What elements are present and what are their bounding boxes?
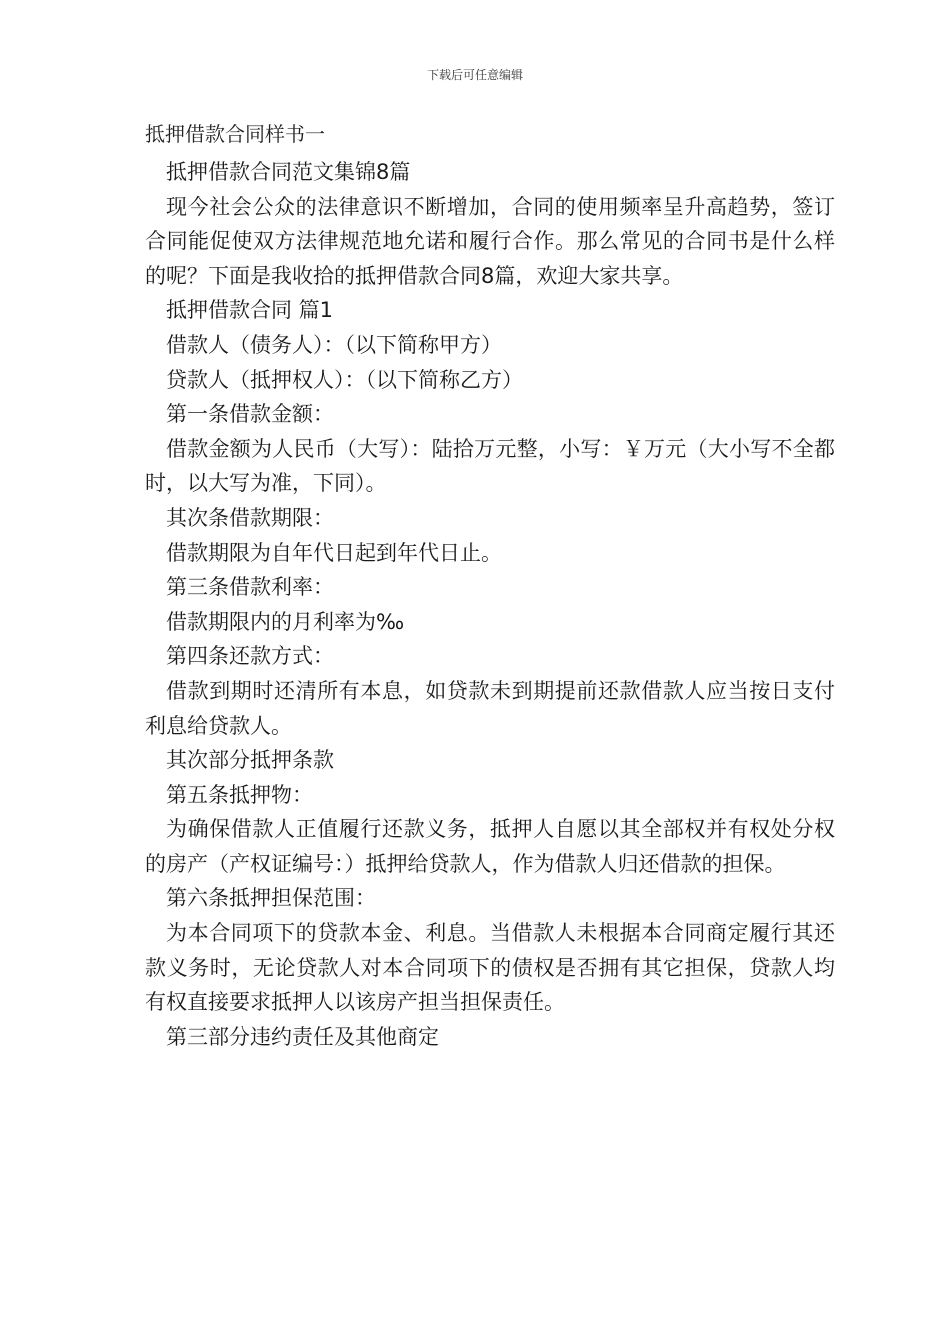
- section-heading: 抵押借款合同 篇1: [166, 298, 334, 323]
- document-body: [145, 155, 835, 1054]
- page-header-note: 下载后可任意编辑: [426, 68, 523, 82]
- document-title: 抵押借款合同样书一: [145, 122, 325, 146]
- article-body: 为本合同项下的贷款本金、利息。当借款人未根据本合同商定履行其还款义务时，无论贷款人对本合同项下的债权是否拥有其它担保，贷款人均有权直接要求抵押人以该房产担当担保责任。: [145, 921, 835, 1015]
- borrower-line: 借款人（债务人）：（以下简称甲方）: [166, 332, 502, 357]
- part-heading: 第三部分违约责任及其他商定: [166, 1024, 439, 1049]
- subtitle-paragraph: 抵押借款合同范文集锦8篇: [166, 160, 411, 184]
- article-heading: 第四条还款方式：: [166, 644, 334, 669]
- article-heading: 第五条抵押物：: [166, 782, 313, 807]
- article-heading: 第一条借款金额：: [166, 402, 334, 427]
- article-heading: 其次条借款期限：: [166, 505, 334, 530]
- article-body: 借款期限为自年代日起到年代日止。: [166, 540, 502, 565]
- article-heading: 第六条抵押担保范围：: [166, 886, 376, 911]
- article-body: 为确保借款人正值履行还款义务，抵押人自愿以其全部权并有权处分权的房产（产权证编号：）抵押给贷款人，作为借款人归还借款的担保。: [145, 817, 835, 876]
- part-heading: 其次部分抵押条款: [166, 748, 334, 773]
- intro-paragraph: 现今社会公众的法律意识不断增加，合同的使用频率呈升高趋势，签订合同能促使双方法律规范地允诺和履行合作。那么常见的合同书是什么样的呢？下面是我收拾的抵押借款合同8篇，欢迎大家共享。: [145, 194, 835, 288]
- article-body: 借款金额为人民币（大写）：陆拾万元整，小写：￥万元（大小写不全都时，以大写为准，下同）。: [145, 436, 835, 496]
- article-body: 借款到期时还清所有本息，如贷款未到期提前还款借款人应当按日支付利息给贷款人。: [145, 678, 835, 738]
- lender-line: 贷款人（抵押权人）：（以下简称乙方）: [166, 367, 523, 392]
- article-body: 借款期限内的月利率为‰: [166, 609, 405, 634]
- article-heading: 第三条借款利率：: [166, 575, 334, 600]
